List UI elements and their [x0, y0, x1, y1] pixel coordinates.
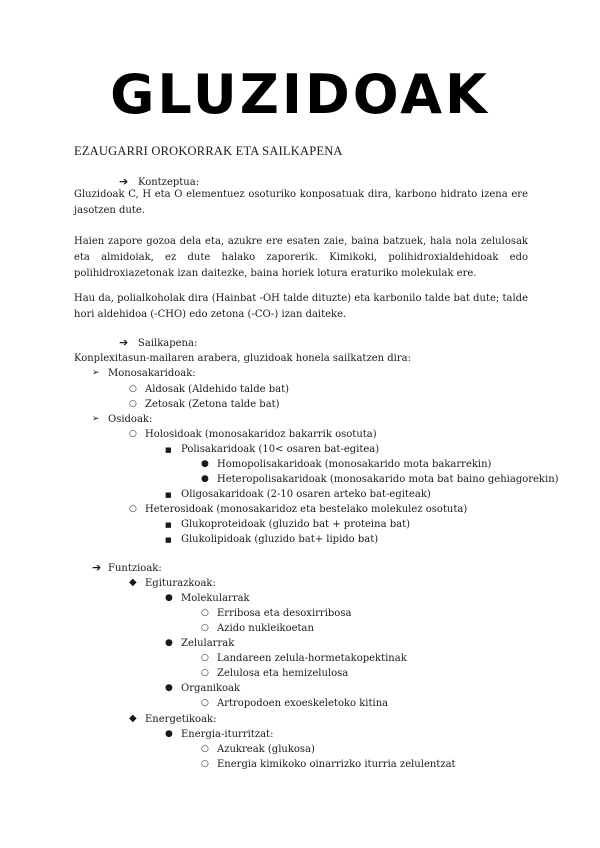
circle-bullet-icon: ○ — [129, 504, 137, 514]
list-item-osidoak: Osidoak: — [108, 414, 153, 425]
triangle-bullet-icon: ➢ — [92, 414, 100, 424]
circle-bullet-icon: ○ — [201, 744, 209, 754]
circle-bullet-icon: ○ — [201, 608, 209, 618]
list-item-oligosakaridoak: Oligosakaridoak (2-10 osaren arteko bat-egiteak) — [181, 489, 431, 500]
circle-bullet-icon: ○ — [129, 384, 137, 394]
list-item-homopolisakaridoak: Homopolisakaridoak (monosakarido mota bakarrekin) — [217, 459, 492, 470]
list-item-zetosak: Zetosak (Zetona talde bat) — [145, 399, 280, 410]
circle-bullet-icon: ○ — [129, 399, 137, 409]
list-item-zelulosa: Zelulosa eta hemizelulosa — [217, 668, 349, 679]
square-bullet-icon: ■ — [165, 536, 172, 544]
dot-bullet-icon: ● — [165, 593, 173, 603]
page-title: GLUZIDOAK — [110, 63, 490, 126]
dot-bullet-icon: ● — [165, 729, 173, 739]
list-item-heterosidoak: Heterosidoak (monosakaridoz eta bestelako molekulez osotuta) — [145, 504, 468, 515]
arrow-bullet-icon: ➔ — [92, 561, 102, 574]
dot-bullet-icon: ● — [165, 683, 173, 693]
list-item-artropodoen: Artropodoen exoeskeletoko kitina — [217, 698, 389, 709]
circle-bullet-icon: ○ — [201, 653, 209, 663]
list-item-energia-iturri: Energia-iturritzat: — [181, 729, 274, 740]
sailkapena-intro: Konplexitasun-mailaren arabera, gluzidoak honela sailkatzen dira: — [74, 353, 411, 364]
arrow-bullet-icon: ➔ — [119, 336, 129, 349]
circle-bullet-icon: ○ — [201, 668, 209, 678]
kontzeptua-paragraph-2: Haien zapore gozoa dela eta, azukre ere esaten zaie, baina batzuek, hala nola zelulosak eta almidoiak, ez dute halako zaporerik. Kimikoki, polihidroxialdehidoak edo polihidroxiazetonak izan daitezke, baina horiek lotura eraturiko molekulak ere. — [74, 236, 528, 279]
circle-bullet-icon: ○ — [201, 759, 209, 769]
list-item-azukreak: Azukreak (glukosa) — [217, 744, 315, 755]
kontzeptua-paragraph-1: Gluzidoak C, H eta O elementuez osoturiko konposatuak dira, karbono hidrato izena ere jasotzen dute. — [74, 189, 528, 216]
circle-bullet-icon: ○ — [201, 698, 209, 708]
list-item-azido: Azido nukleikoetan — [217, 623, 314, 634]
list-item-zelularrak: Zelularrak — [181, 638, 235, 649]
dot-bullet-icon: ● — [201, 474, 209, 484]
triangle-bullet-icon: ➢ — [92, 368, 100, 378]
list-item-energetikoak: Energetikoak: — [145, 714, 217, 725]
arrow-bullet-icon: ➔ — [119, 175, 129, 188]
list-item-glukolipidoak: Glukolipidoak (gluzido bat+ lipido bat) — [181, 534, 379, 545]
square-bullet-icon: ■ — [165, 491, 172, 499]
diamond-bullet-icon: ◆ — [129, 577, 137, 588]
list-item-organikoak: Organikoak — [181, 683, 241, 694]
list-item-erribosa: Erribosa eta desoxirribosa — [217, 608, 352, 619]
circle-bullet-icon: ○ — [201, 623, 209, 633]
square-bullet-icon: ■ — [165, 521, 172, 529]
list-item-heteropolisakaridoak: Heteropolisakaridoak (monosakarido mota bat baino gehiagorekin) — [217, 474, 559, 485]
list-item-holosidoak: Holosidoak (monosakaridoz bakarrik osotuta) — [145, 429, 377, 440]
dot-bullet-icon: ● — [201, 459, 209, 469]
list-item-polisakaridoak: Polisakaridoak (10< osaren bat-egitea) — [181, 444, 380, 455]
list-item-aldosak: Aldosak (Aldehido talde bat) — [145, 384, 290, 395]
square-bullet-icon: ■ — [165, 446, 172, 454]
diamond-bullet-icon: ◆ — [129, 713, 137, 724]
circle-bullet-icon: ○ — [129, 429, 137, 439]
kontzeptua-label: Kontzeptua: — [138, 177, 200, 188]
sailkapena-label: Sailkapena: — [138, 338, 198, 349]
list-item-monosakaridoak: Monosakaridoak: — [108, 368, 196, 379]
list-item-landareen: Landareen zelula-hormetakopektinak — [217, 653, 407, 664]
list-item-glukoproteidoak: Glukoproteidoak (gluzido bat + proteina bat) — [181, 519, 410, 530]
funtzioak-label: Funtzioak: — [108, 563, 162, 574]
list-item-egiturazkoak: Egiturazkoak: — [145, 578, 216, 589]
list-item-energia-kimiko: Energia kimikoko oinarrizko iturria zelulentzat — [217, 759, 456, 770]
kontzeptua-paragraph-3: Hau da, polialkoholak dira (Hainbat -OH talde dituzte) eta karbonilo talde bat dute; talde hori aldehidoa (-CHO) edo zetona (-CO-) izan daiteke. — [74, 293, 528, 320]
dot-bullet-icon: ● — [165, 638, 173, 648]
list-item-molekularrak: Molekularrak — [181, 593, 250, 604]
section-heading: EZAUGARRI OROKORRAK ETA SAILKAPENA — [74, 144, 343, 158]
